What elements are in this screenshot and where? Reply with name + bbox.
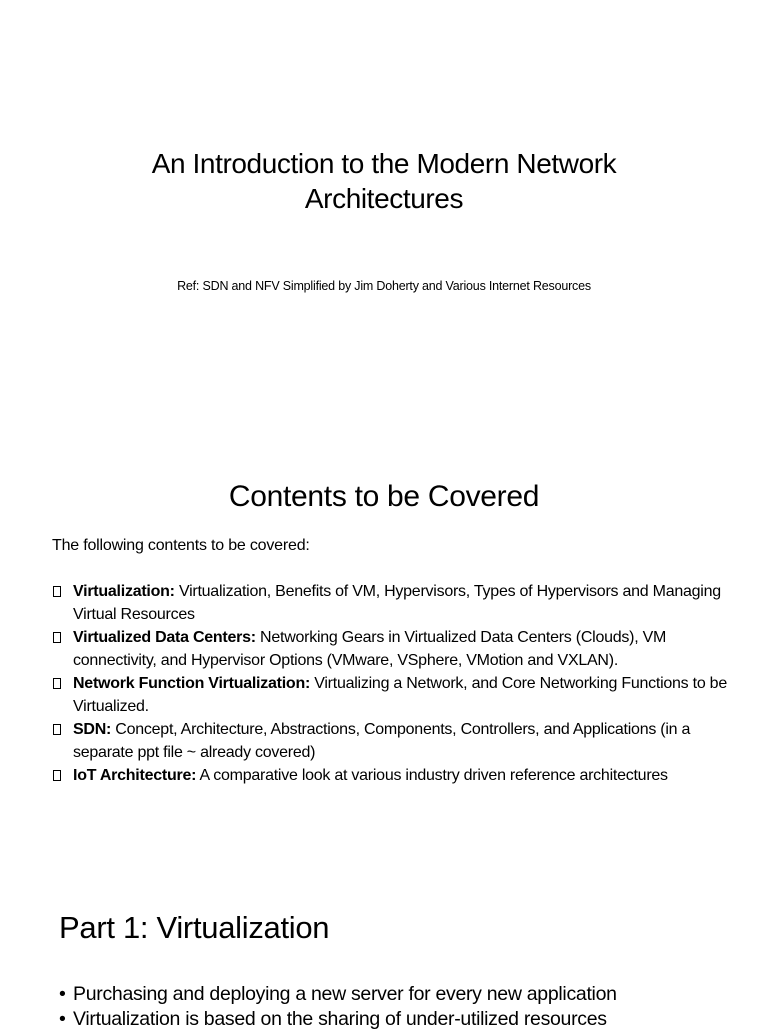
checkbox-bullet-icon [53, 770, 61, 781]
contents-slide [0, 460, 768, 840]
list-item: • Virtualization is based on the sharing of under-utilized resources [59, 1007, 759, 1032]
contents-list [52, 580, 742, 787]
checkbox-bullet-icon [53, 586, 61, 597]
intro-text: The following contents to be covered: [52, 537, 310, 554]
slide-title: Contents to be Covered [228, 480, 540, 513]
list-item [52, 718, 742, 764]
item-heading: SDN: [73, 721, 112, 738]
list-item: • Purchasing and deploying a new server for every new application [59, 982, 759, 1007]
item-text: Virtualization, Benefits of VM, Hypervisors, Types of Hypervisors and Managing Virtual Resources [73, 583, 721, 623]
virtualization-slide [0, 880, 768, 1030]
item-heading: Virtualized Data Centers: [73, 629, 256, 646]
list-item [52, 672, 742, 718]
checkbox-bullet-icon [53, 724, 61, 735]
item-heading: Network Function Virtualization: [73, 675, 311, 692]
slide-subtitle: Ref: SDN and NFV Simplified by Jim Doherty and Various Internet Resources [177, 279, 591, 293]
slide-title: An Introduction to the Modern Network Architectures [151, 148, 617, 214]
list-item [52, 764, 742, 787]
item-text: Concept, Architecture, Abstractions, Components, Controllers, and Applications (in a separate ppt file ~ already covered) [73, 721, 691, 761]
title-slide [0, 0, 768, 400]
item-heading: Virtualization: [73, 583, 175, 600]
item-text: Virtualizing a Network, and Core Networking Functions to be Virtualized. [73, 675, 727, 715]
checkbox-bullet-icon [53, 632, 61, 643]
bullet-list [59, 982, 759, 1032]
slide-title: Part 1: Virtualization [59, 910, 330, 945]
checkbox-bullet-icon [53, 678, 61, 689]
item-heading: IoT Architecture: [73, 767, 197, 784]
list-item [52, 626, 742, 672]
item-text: Networking Gears in Virtualized Data Centers (Clouds), VM connectivity, and Hypervisor Options (VMware, VSphere, VMotion and VXLAN). [73, 629, 667, 669]
list-item [52, 580, 742, 626]
item-text: A comparative look at various industry driven reference architectures [196, 767, 668, 784]
